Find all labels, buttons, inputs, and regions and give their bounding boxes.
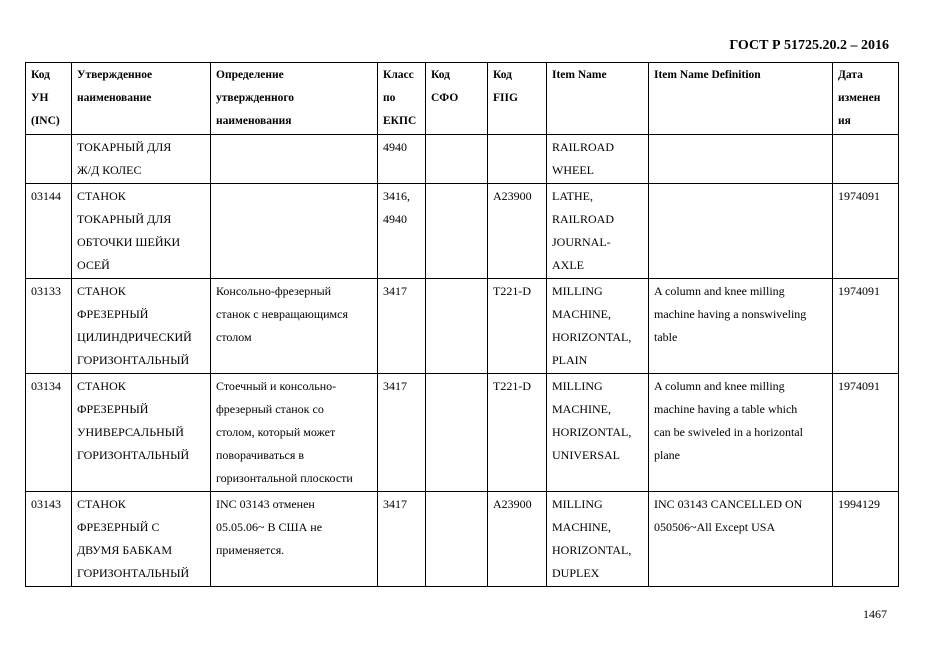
- cell-change-date: 1974091: [833, 374, 899, 492]
- cell-ekps-class: 3416, 4940: [378, 184, 426, 279]
- cell-fiig-code: A23900: [488, 492, 547, 587]
- table-header-row: [26, 63, 899, 135]
- cell-approved-name: СТАНОК ФРЕЗЕРНЫЙ С ДВУМЯ БАБКАМ ГОРИЗОНТАЛЬНЫЙ: [72, 492, 211, 587]
- col-header-sfo-code: Код СФО: [426, 63, 488, 135]
- cell-ekps-class: 3417: [378, 492, 426, 587]
- cell-ekps-class: 3417: [378, 374, 426, 492]
- table-row: [26, 279, 899, 374]
- cell-approved-name: СТАНОК ФРЕЗЕРНЫЙ ЦИЛИНДРИЧЕСКИЙ ГОРИЗОНТАЛЬНЫЙ: [72, 279, 211, 374]
- cell-inc: 03134: [26, 374, 72, 492]
- cell-sfo-code: [426, 374, 488, 492]
- cell-ekps-class: 4940: [378, 135, 426, 184]
- cell-sfo-code: [426, 492, 488, 587]
- col-header-definition: Определение утвержденного наименования: [211, 63, 378, 135]
- cell-inc: [26, 135, 72, 184]
- col-header-approved-name: Утвержденное наименование: [72, 63, 211, 135]
- cell-item-name-definition: A column and knee milling machine having a table which can be swiveled in a horizontal plane: [649, 374, 833, 492]
- cell-definition: Стоечный и консольно- фрезерный станок со столом, который может поворачиваться в горизонтальной плоскости: [211, 374, 378, 492]
- cell-approved-name: ТОКАРНЫЙ ДЛЯ Ж/Д КОЛЕС: [72, 135, 211, 184]
- cell-definition: [211, 184, 378, 279]
- cell-item-name-definition: [649, 135, 833, 184]
- cell-approved-name: СТАНОК ФРЕЗЕРНЫЙ УНИВЕРСАЛЬНЫЙ ГОРИЗОНТАЛЬНЫЙ: [72, 374, 211, 492]
- cell-fiig-code: T221-D: [488, 279, 547, 374]
- cell-definition: INC 03143 отменен 05.05.06~ В США не применяется.: [211, 492, 378, 587]
- cell-definition: Консольно-фрезерный станок с невращающимся столом: [211, 279, 378, 374]
- col-header-inc: Код УН (INC): [26, 63, 72, 135]
- cell-ekps-class: 3417: [378, 279, 426, 374]
- item-names-table: [25, 62, 899, 587]
- table-row: [26, 374, 899, 492]
- cell-definition: [211, 135, 378, 184]
- cell-item-name: RAILROAD WHEEL: [547, 135, 649, 184]
- cell-item-name: MILLING MACHINE, HORIZONTAL, PLAIN: [547, 279, 649, 374]
- cell-inc: 03144: [26, 184, 72, 279]
- cell-inc: 03133: [26, 279, 72, 374]
- table-row: [26, 184, 899, 279]
- cell-fiig-code: [488, 135, 547, 184]
- cell-change-date: 1974091: [833, 184, 899, 279]
- cell-change-date: 1974091: [833, 279, 899, 374]
- cell-fiig-code: T221-D: [488, 374, 547, 492]
- cell-item-name-definition: [649, 184, 833, 279]
- cell-item-name: MILLING MACHINE, HORIZONTAL, DUPLEX: [547, 492, 649, 587]
- col-header-change-date: Дата изменен ия: [833, 63, 899, 135]
- cell-approved-name: СТАНОК ТОКАРНЫЙ ДЛЯ ОБТОЧКИ ШЕЙКИ ОСЕЙ: [72, 184, 211, 279]
- table-row: [26, 135, 899, 184]
- document-header-standard: ГОСТ Р 51725.20.2 – 2016: [729, 38, 889, 53]
- cell-sfo-code: [426, 135, 488, 184]
- cell-sfo-code: [426, 184, 488, 279]
- col-header-ekps-class: Класс по ЕКПС: [378, 63, 426, 135]
- page-number: 1467: [863, 607, 887, 621]
- cell-change-date: 1994129: [833, 492, 899, 587]
- cell-sfo-code: [426, 279, 488, 374]
- cell-inc: 03143: [26, 492, 72, 587]
- cell-item-name: MILLING MACHINE, HORIZONTAL, UNIVERSAL: [547, 374, 649, 492]
- col-header-fiig-code: Код FIIG: [488, 63, 547, 135]
- col-header-item-name: Item Name: [547, 63, 649, 135]
- cell-item-name-definition: INC 03143 CANCELLED ON 050506~All Except USA: [649, 492, 833, 587]
- cell-fiig-code: A23900: [488, 184, 547, 279]
- cell-item-name: LATHE, RAILROAD JOURNAL- AXLE: [547, 184, 649, 279]
- table-row: [26, 492, 899, 587]
- cell-change-date: [833, 135, 899, 184]
- cell-item-name-definition: A column and knee milling machine having a nonswiveling table: [649, 279, 833, 374]
- col-header-item-name-definition: Item Name Definition: [649, 63, 833, 135]
